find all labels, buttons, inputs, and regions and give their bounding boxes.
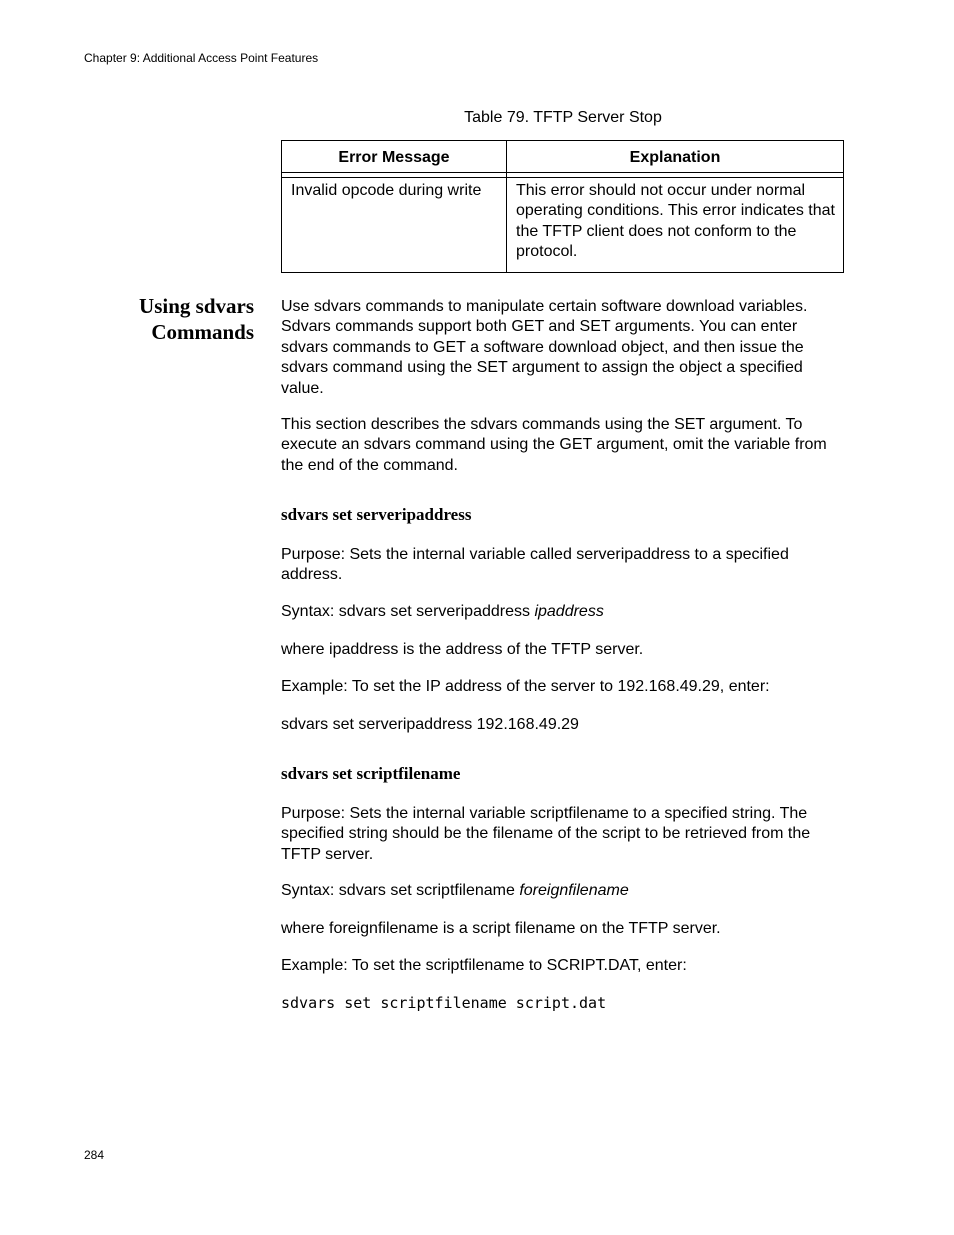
serveripaddress-syntax xyxy=(281,602,844,622)
syntax-argument: foreignfilename xyxy=(519,882,629,899)
running-header: Chapter 9: Additional Access Point Features xyxy=(84,51,319,65)
table-row xyxy=(282,178,844,273)
scriptfilename-syntax xyxy=(281,881,844,901)
set-argument-paragraph: This section describes the sdvars commands using the SET argument. To execute an sdvars command using the GET argument, omit the variable from the end of the command. xyxy=(281,416,827,474)
cell-explanation: This error should not occur under normal operating conditions. This error indicates that the TFTP client does not conform to the protocol. xyxy=(507,178,844,273)
table-header-row xyxy=(282,141,844,173)
serveripaddress-example: Example: To set the IP address of the server to 192.168.49.29, enter: xyxy=(281,678,770,695)
column-header-error-message: Error Message xyxy=(282,141,507,173)
scriptfilename-heading: sdvars set scriptfilename xyxy=(281,764,461,783)
serveripaddress-where: where ipaddress is the address of the TFTP server. xyxy=(281,641,644,658)
serveripaddress-heading: sdvars set serveripaddress xyxy=(281,505,472,524)
page-number: 284 xyxy=(84,1148,105,1162)
intro-paragraph: Use sdvars commands to manipulate certain software download variables. Sdvars commands support both GET and SET arguments. You can enter sdvars commands to GET a software download object, and then issue the sdvars command using the SET argument to assign the object a specified value. xyxy=(281,298,808,397)
scriptfilename-purpose: Purpose: Sets the internal variable scriptfilename to a specified string. The specified string should be the filename of the script to be retrieved from the TFTP server. xyxy=(281,805,811,863)
table-caption: Table 79. TFTP Server Stop xyxy=(464,109,662,126)
scriptfilename-example-command: sdvars set scriptfilename script.dat xyxy=(281,994,607,1012)
serveripaddress-purpose: Purpose: Sets the internal variable called serveripaddress to a specified address. xyxy=(281,546,789,584)
scriptfilename-example: Example: To set the scriptfilename to SCRIPT.DAT, enter: xyxy=(281,957,687,974)
syntax-argument: ipaddress xyxy=(534,603,604,620)
cell-error-message: Invalid opcode during write xyxy=(282,178,507,273)
section-title xyxy=(84,293,254,345)
error-table xyxy=(281,140,844,273)
section-title-line-2: Commands xyxy=(151,320,254,344)
scriptfilename-where: where foreignfilename is a script filename on the TFTP server. xyxy=(281,920,721,937)
column-header-explanation: Explanation xyxy=(507,141,844,173)
section-title-line-1: Using sdvars xyxy=(139,294,254,318)
syntax-prefix: Syntax: sdvars set scriptfilename xyxy=(281,882,520,899)
syntax-prefix: Syntax: sdvars set serveripaddress xyxy=(281,603,535,620)
serveripaddress-example-command: sdvars set serveripaddress 192.168.49.29 xyxy=(281,716,579,733)
